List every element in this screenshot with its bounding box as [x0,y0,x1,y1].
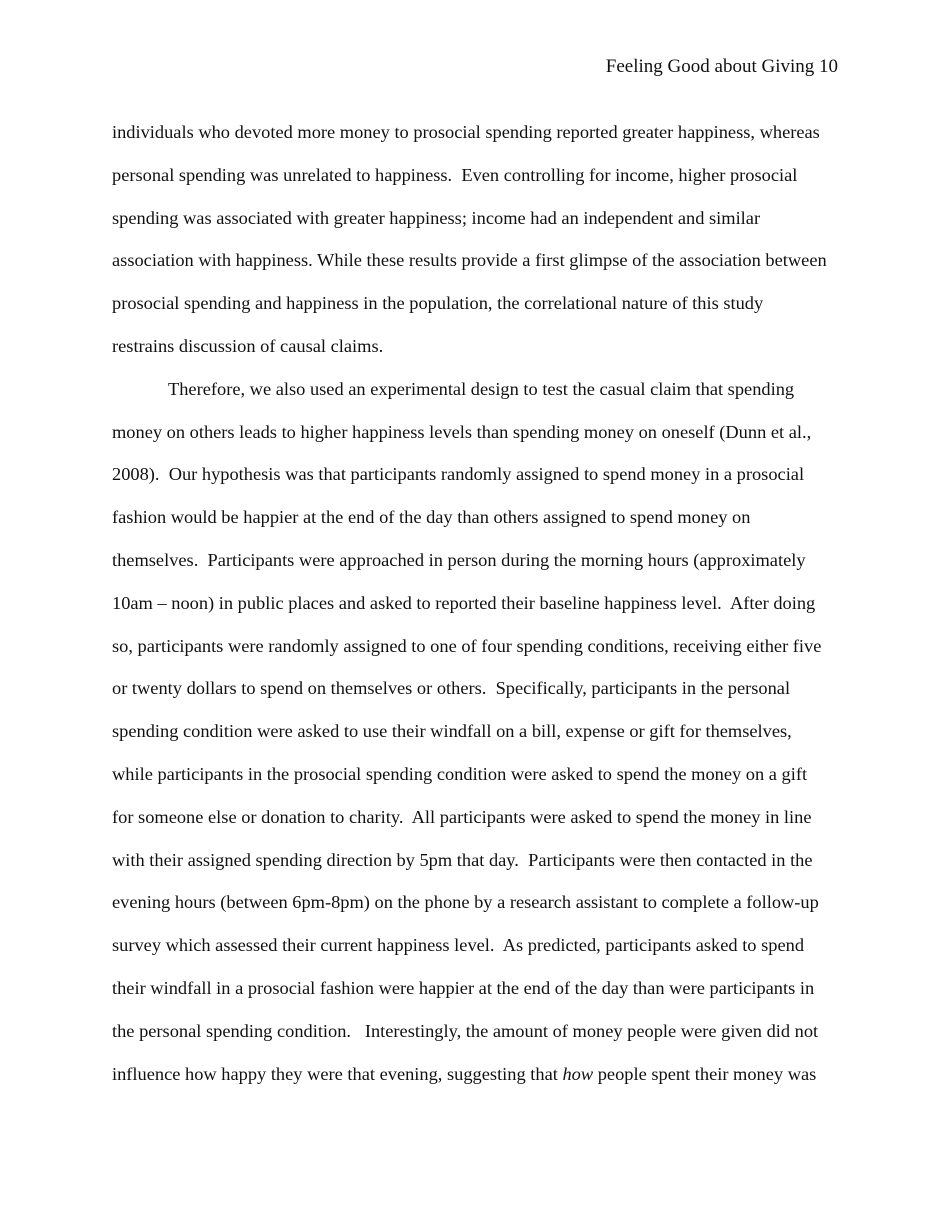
text-line: restrains discussion of causal claims. [112,335,384,356]
text-line: individuals who devoted more money to prosocial spending reported greater happiness, whereas [112,122,820,142]
text-line: or twenty dollars to spend on themselves or others. Specifically, participants in the personal [112,678,791,699]
text-line: spending condition were asked to use their windfall on a bill, expense or gift for themselves, [112,721,792,742]
text-line-last [112,1053,842,1096]
running-head: Feeling Good about Giving 10 [605,56,838,77]
text-line: association with happiness. While these results provide a first glimpse of the association between [112,250,827,271]
text-line: so, participants were randomly assigned to one of four spending conditions, receiving either five [112,635,822,656]
body-text [112,111,842,1095]
text-line: evening hours (between 6pm-8pm) on the phone by a research assistant to complete a follow-up [112,892,819,913]
text-line: 10am – noon) in public places and asked to reported their baseline happiness level. After doing [112,592,816,613]
text-line: personal spending was unrelated to happiness. Even controlling for income, higher prosocial [112,164,798,185]
paragraph-first-line: Therefore, we also used an experimental design to test the casual claim that spending [168,378,795,399]
text-line: spending was associated with greater happiness; income had an independent and similar [112,207,761,228]
text-segment: influence how happy they were that evening, suggesting that [112,1063,563,1084]
text-line: with their assigned spending direction by 5pm that day. Participants were then contacted in the [112,849,813,870]
text-line: fashion would be happier at the end of the day than others assigned to spend money on [112,507,751,528]
text-line: for someone else or donation to charity. All participants were asked to spend the money in line [112,806,812,827]
text-line: the personal spending condition. Interestingly, the amount of money people were given did not [112,1020,819,1041]
text-line: while participants in the prosocial spending condition were asked to spend the money on a gift [112,763,808,784]
text-line: themselves. Participants were approached in person during the morning hours (approximately [112,549,806,570]
text-line: their windfall in a prosocial fashion were happier at the end of the day than were participants in [112,977,815,998]
text-line: survey which assessed their current happiness level. As predicted, participants asked to spend [112,935,805,956]
text-line: money on others leads to higher happiness levels than spending money on oneself (Dunn et al., [112,421,812,442]
italic-emphasis: how [562,1063,594,1084]
text-line: 2008). Our hypothesis was that participants randomly assigned to spend money in a prosocial [112,464,805,485]
text-segment: people spent their money was [593,1063,817,1084]
text-line: prosocial spending and happiness in the population, the correlational nature of this study [112,293,764,314]
